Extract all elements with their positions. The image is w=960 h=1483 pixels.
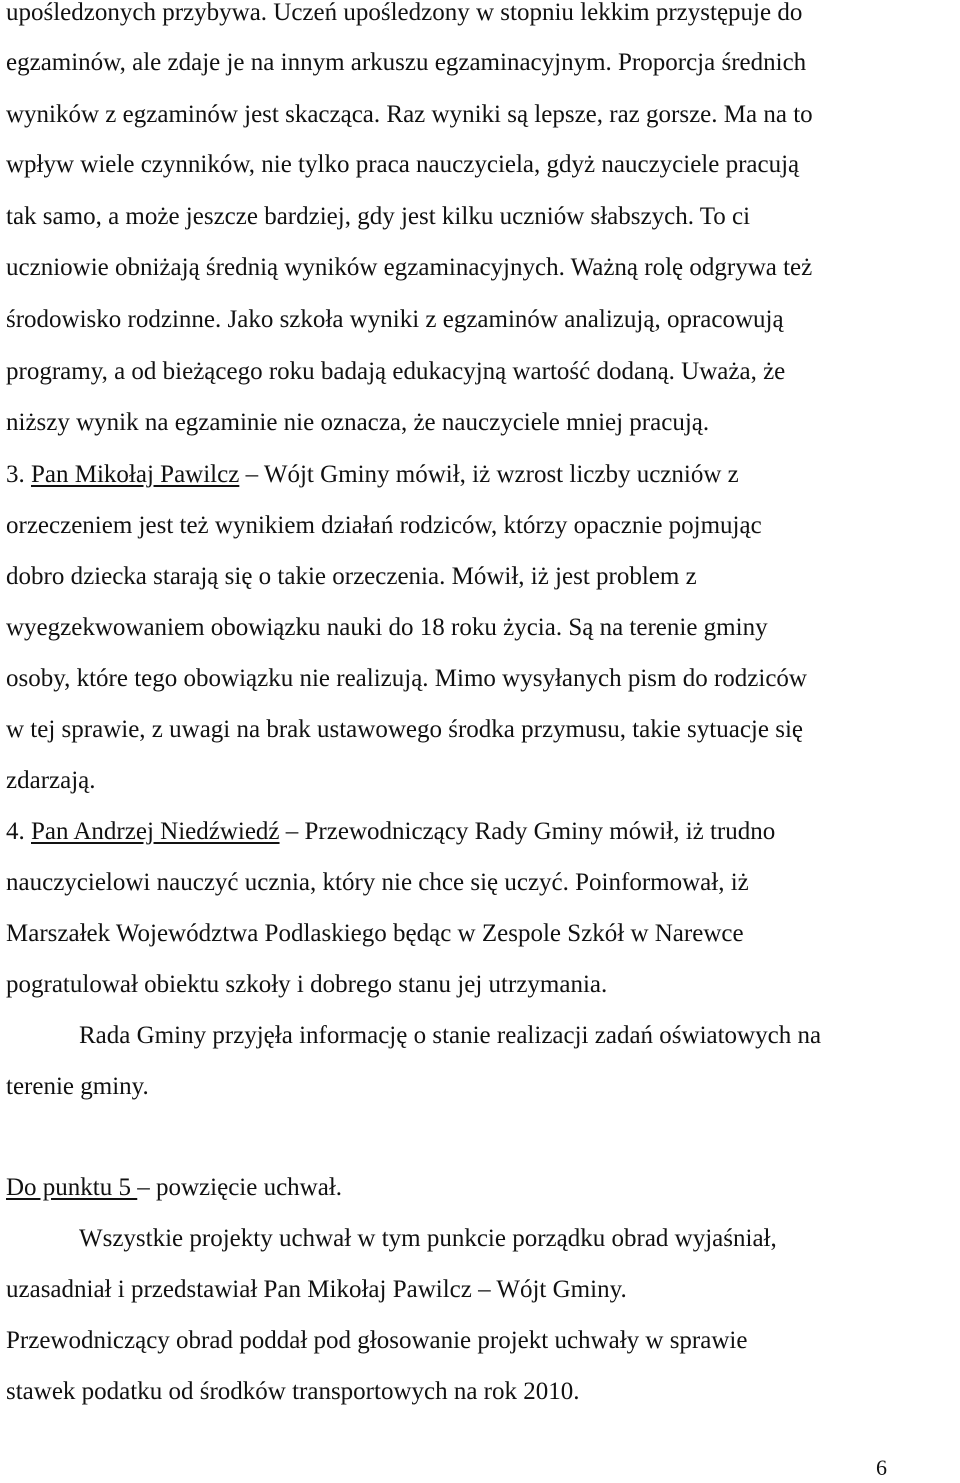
text-line: Marszałek Województwa Podlaskiego będąc w Zespole Szkół w Narewce bbox=[6, 920, 744, 947]
item-number: 3. bbox=[6, 461, 31, 488]
text-line: uzasadniał i przedstawiał Pan Mikołaj Pawilcz – Wójt Gminy. bbox=[6, 1276, 627, 1303]
text-line: egzaminów, ale zdaje je na innym arkuszu egzaminacyjnym. Proporcja średnich bbox=[6, 49, 807, 76]
item-4-first-line bbox=[6, 817, 775, 847]
item-text: – Wójt Gminy mówił, iż wzrost liczby uczniów z bbox=[239, 461, 739, 488]
text-line: pogratulował obiektu szkoły i dobrego stanu jej utrzymania. bbox=[6, 971, 608, 998]
text-line: dobro dziecka starają się o takie orzeczenia. Mówił, iż jest problem z bbox=[6, 563, 697, 590]
item-number: 4. bbox=[6, 818, 31, 845]
text-line: stawek podatku od środków transportowych na rok 2010. bbox=[6, 1378, 580, 1405]
text-line: Wszystkie projekty uchwał w tym punkcie porządku obrad wyjaśniał, bbox=[79, 1225, 777, 1252]
point-5-heading bbox=[6, 1173, 342, 1203]
text-line: środowisko rodzinne. Jako szkoła wyniki z egzaminów analizują, opracowują bbox=[6, 306, 784, 333]
text-line: wyegzekwowaniem obowiązku nauki do 18 roku życia. Są na terenie gminy bbox=[6, 614, 768, 641]
speaker-name: Pan Andrzej Niedźwiedź bbox=[31, 818, 280, 845]
section-heading-rest: – powzięcie uchwał. bbox=[137, 1174, 343, 1201]
resolution-line: Rada Gminy przyjęła informację o stanie realizacji zadań oświatowych na bbox=[79, 1022, 822, 1049]
text-line: tak samo, a może jeszcze bardziej, gdy jest kilku uczniów słabszych. To ci bbox=[6, 203, 751, 230]
text-line: niższy wynik na egzaminie nie oznacza, że nauczyciele mniej pracują. bbox=[6, 409, 710, 436]
text-line: upośledzonych przybywa. Uczeń upośledzony w stopniu lekkim przystępuje do bbox=[6, 0, 803, 26]
resolution-line: terenie gminy. bbox=[6, 1073, 149, 1100]
text-line: wyników z egzaminów jest skacząca. Raz wyniki są lepsze, raz gorsze. Ma na to bbox=[6, 101, 813, 128]
item-text: – Przewodniczący Rady Gminy mówił, iż trudno bbox=[279, 818, 776, 845]
speaker-name: Pan Mikołaj Pawilcz bbox=[31, 461, 240, 488]
text-line: uczniowie obniżają średnią wyników egzaminacyjnych. Ważną rolę odgrywa też bbox=[6, 254, 813, 281]
text-line: programy, a od bieżącego roku badają edukacyjną wartość dodaną. Uważa, że bbox=[6, 358, 786, 385]
text-line: w tej sprawie, z uwagi na brak ustawowego środka przymusu, takie sytuacje się bbox=[6, 716, 803, 743]
item-3-first-line bbox=[6, 460, 739, 490]
page-number: 6 bbox=[876, 1455, 887, 1480]
text-line: osoby, które tego obowiązku nie realizują. Mimo wysyłanych pism do rodziców bbox=[6, 665, 807, 692]
text-line: nauczycielowi nauczyć ucznia, który nie chce się uczyć. Poinformował, iż bbox=[6, 869, 749, 896]
section-heading: Do punktu 5 bbox=[6, 1174, 138, 1201]
text-line: zdarzają. bbox=[6, 767, 96, 794]
text-line: Przewodniczący obrad poddał pod głosowanie projekt uchwały w sprawie bbox=[6, 1327, 748, 1354]
text-line: wpływ wiele czynników, nie tylko praca nauczyciela, gdyż nauczyciele pracują bbox=[6, 151, 800, 178]
text-line: orzeczeniem jest też wynikiem działań rodziców, którzy opacznie pojmując bbox=[6, 512, 762, 539]
